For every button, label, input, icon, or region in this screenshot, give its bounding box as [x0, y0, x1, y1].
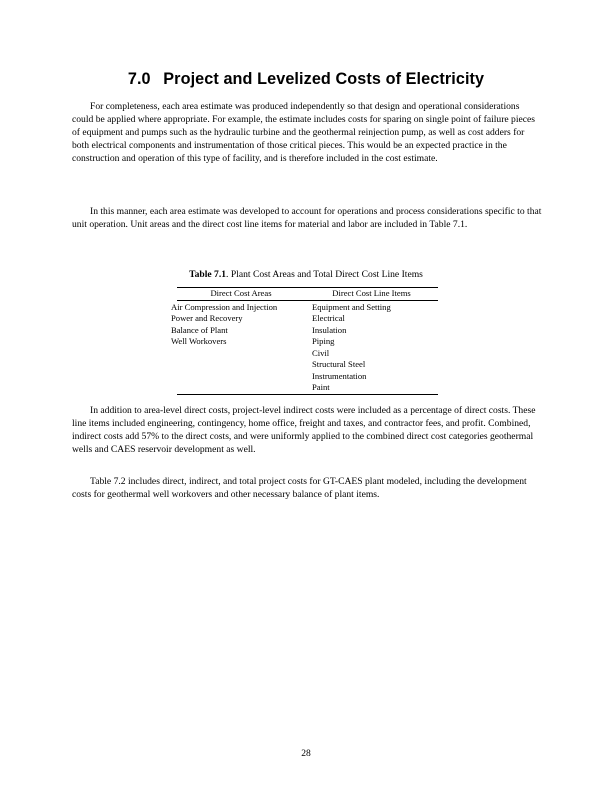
table-cell-line-item: Piping: [312, 336, 335, 346]
table-cell-line-item: Equipment and Setting: [312, 301, 391, 312]
table-caption-label: Table 7.1: [189, 269, 227, 280]
table-cell-line-item: Civil: [312, 347, 330, 358]
line-items-column: [312, 302, 438, 394]
table-cell-area: Air Compression and Injection: [171, 301, 278, 312]
section-title: Project and Levelized Costs of Electricity: [163, 70, 485, 88]
cost-areas-table: [171, 287, 438, 395]
section-heading: [0, 70, 612, 89]
table-caption: [0, 269, 612, 280]
section-number: 7.0: [127, 70, 151, 88]
areas-column: [171, 301, 312, 394]
table-body: [171, 301, 438, 394]
paragraph-unit-areas: In this manner, each area estimate was developed to account for operations and process considerations specific to that unit operation. Unit areas and the direct cost line items for material and labor are included in Table 7.1.: [72, 206, 542, 230]
table-cell-area: Power and Recovery: [171, 313, 243, 323]
table-header-line-items: Direct Cost Line Items: [332, 288, 411, 298]
paragraph-completeness: For completeness, each area estimate was produced independently so that design and operational considerations could be applied where appropriate. For example, the estimate includes costs for sparing on single point of failure pieces of equipment and pumps such as the hydraulic turbine and the geothermal reinjection pump, as well as cost adders for both electrical components and instrumentation of those critical pieces. This would be an expected practice in the construction and operation of this type of facility, and is therefore included in the cost estimate.: [72, 101, 536, 164]
table-cell-line-item: Structural Steel: [312, 359, 366, 369]
table-cell-line-item: Electrical: [312, 313, 345, 323]
table-cell-line-item: Instrumentation: [312, 370, 367, 381]
table-cell-area: Well Workovers: [171, 336, 227, 346]
paragraph-table-7-2: Table 7.2 includes direct, indirect, and total project costs for GT-CAES plant modeled, including the development costs for geothermal well workovers and other necessary balance of plant items.: [72, 476, 527, 500]
table-cell-line-item: Insulation: [312, 324, 347, 335]
table-header-row: [177, 288, 438, 301]
table-cell-area: Balance of Plant: [171, 324, 228, 335]
paragraph-indirect-costs: In addition to area-level direct costs, project-level indirect costs were included as a percentage of direct costs. These line items included engineering, contingency, home office, freight and taxes, and contractor fees, and profit. Combined, indirect costs add 57% to the direct costs, and were uniformly applied to the combined direct cost categories geothermal wells and CAES reservoir development as well.: [72, 405, 536, 455]
table-cell-line-item: Paint: [312, 382, 330, 392]
table-caption-text: . Plant Cost Areas and Total Direct Cost Line Items: [226, 269, 423, 280]
page-number: 28: [301, 748, 311, 759]
table-header-areas: Direct Cost Areas: [210, 288, 272, 298]
